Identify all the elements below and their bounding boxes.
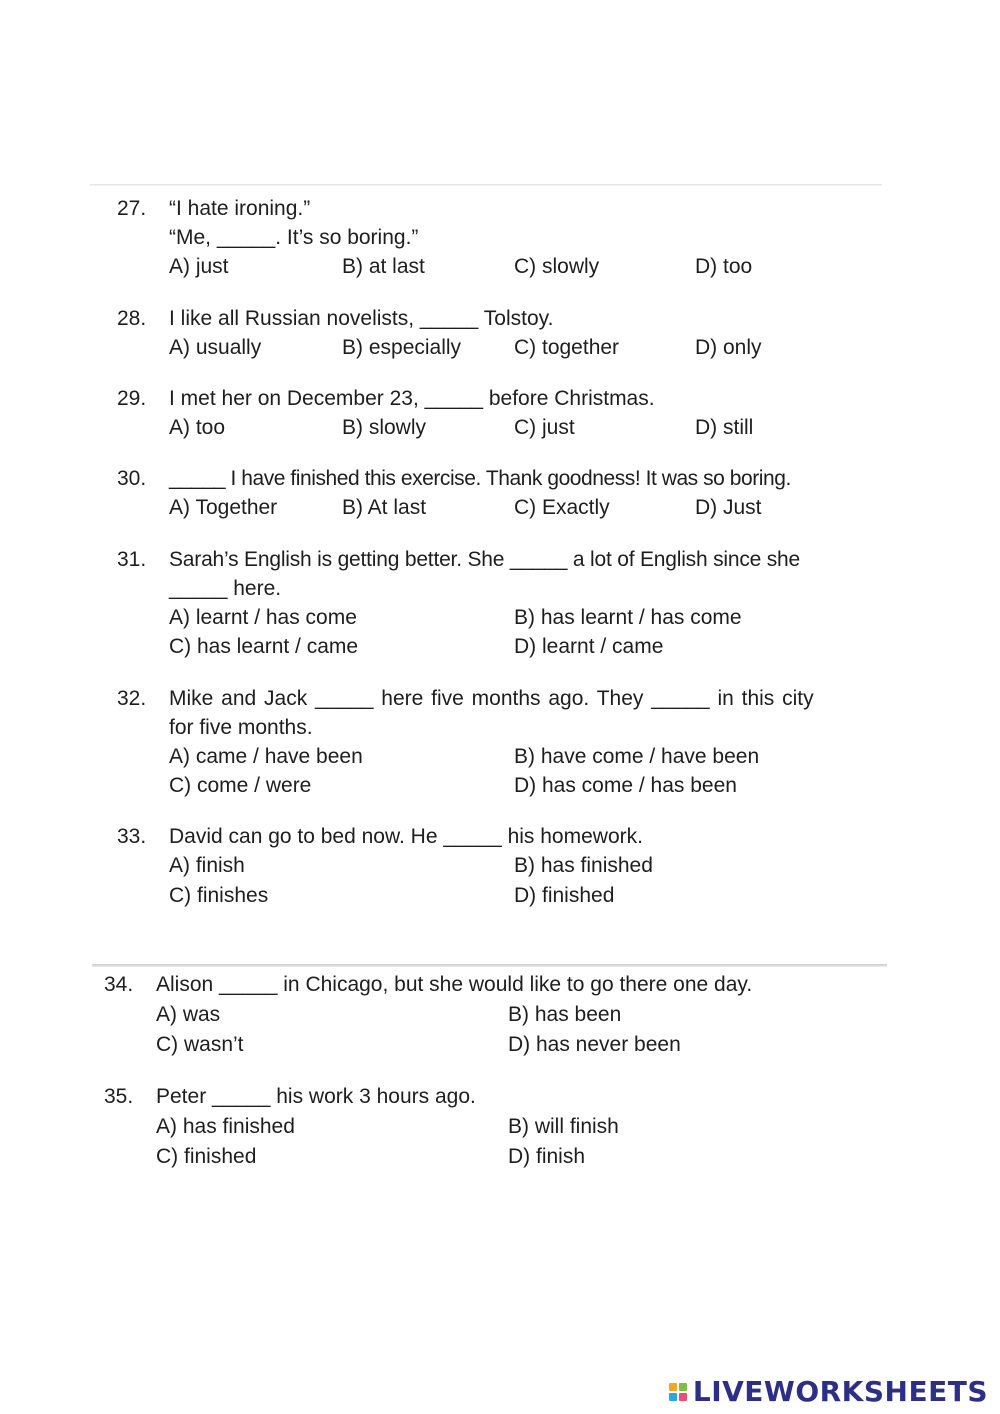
option-b[interactable]: B) slowly	[342, 416, 427, 439]
question-stem: I like all Russian novelists, _____ Tolstoy.	[169, 307, 554, 330]
liveworksheets-logo-icon	[669, 1383, 687, 1401]
question-stem: David can go to bed now. He _____ his homework.	[169, 825, 643, 848]
liveworksheets-logo[interactable]	[669, 1375, 988, 1408]
question-number: 29.	[117, 387, 147, 410]
option-c[interactable]: C) wasn’t	[156, 1033, 244, 1056]
logo-text: LIVEWORKSHEETS	[692, 1375, 988, 1408]
option-c[interactable]: C) Exactly	[514, 496, 610, 519]
option-b[interactable]: B) will finish	[508, 1115, 619, 1138]
option-d[interactable]: D) learnt / came	[514, 635, 664, 658]
option-c[interactable]: C) finishes	[169, 884, 269, 907]
option-a[interactable]: A) too	[169, 416, 226, 439]
question-stem: Peter _____ his work 3 hours ago.	[156, 1085, 476, 1108]
option-c[interactable]: C) just	[514, 416, 575, 439]
question-stem-line-2: “Me, _____. It’s so boring.”	[169, 226, 419, 249]
question-number: 34.	[104, 973, 134, 996]
option-a[interactable]: A) just	[169, 255, 229, 278]
question-stem: Sarah’s English is getting better. She _____ a lot of English since she	[169, 548, 800, 571]
question-stem: Mike and Jack _____ here five months ago. They _____ in this city	[169, 687, 814, 710]
option-d[interactable]: D) finished	[514, 884, 615, 907]
option-a[interactable]: A) usually	[169, 336, 262, 359]
question-stem-line-2: for five months.	[169, 716, 313, 739]
question-number: 27.	[117, 197, 147, 220]
option-b[interactable]: B) has been	[508, 1003, 622, 1026]
question-number: 35.	[104, 1085, 134, 1108]
question-number: 33.	[117, 825, 147, 848]
option-a[interactable]: A) finish	[169, 854, 245, 877]
question-number: 31.	[117, 548, 147, 571]
option-b[interactable]: B) especially	[342, 336, 462, 359]
option-d[interactable]: D) finish	[508, 1145, 586, 1168]
question-number: 32.	[117, 687, 147, 710]
question-number: 30.	[117, 467, 147, 490]
option-c[interactable]: C) come / were	[169, 774, 312, 797]
question-stem: Alison _____ in Chicago, but she would like to go there one day.	[156, 973, 753, 996]
option-b[interactable]: B) have come / have been	[514, 745, 760, 768]
option-c[interactable]: C) finished	[156, 1145, 257, 1168]
option-b[interactable]: B) has learnt / has come	[514, 606, 742, 629]
option-a[interactable]: A) was	[156, 1003, 221, 1026]
option-d[interactable]: D) has come / has been	[514, 774, 737, 797]
option-c[interactable]: C) slowly	[514, 255, 600, 278]
option-a[interactable]: A) came / have been	[169, 745, 363, 768]
question-stem: I met her on December 23, _____ before Christmas.	[169, 387, 655, 410]
option-d[interactable]: D) has never been	[508, 1033, 681, 1056]
option-c[interactable]: C) has learnt / came	[169, 635, 359, 658]
option-d[interactable]: D) Just	[695, 496, 762, 519]
option-d[interactable]: D) still	[695, 416, 754, 439]
page-edge-top	[90, 184, 882, 186]
question-number: 28.	[117, 307, 147, 330]
option-a[interactable]: A) learnt / has come	[169, 606, 357, 629]
option-c[interactable]: C) together	[514, 336, 620, 359]
option-d[interactable]: D) only	[695, 336, 762, 359]
question-stem-line-2: _____ here.	[169, 577, 282, 600]
option-a[interactable]: A) has finished	[156, 1115, 295, 1138]
option-d[interactable]: D) too	[695, 255, 753, 278]
option-b[interactable]: B) has finished	[514, 854, 653, 877]
page-divider	[92, 964, 887, 967]
option-b[interactable]: B) at last	[342, 255, 425, 278]
option-b[interactable]: B) At last	[342, 496, 427, 519]
question-stem: _____ I have finished this exercise. Thank goodness! It was so boring.	[169, 467, 791, 490]
option-a[interactable]: A) Together	[169, 496, 278, 519]
question-stem: “I hate ironing.”	[169, 197, 311, 220]
